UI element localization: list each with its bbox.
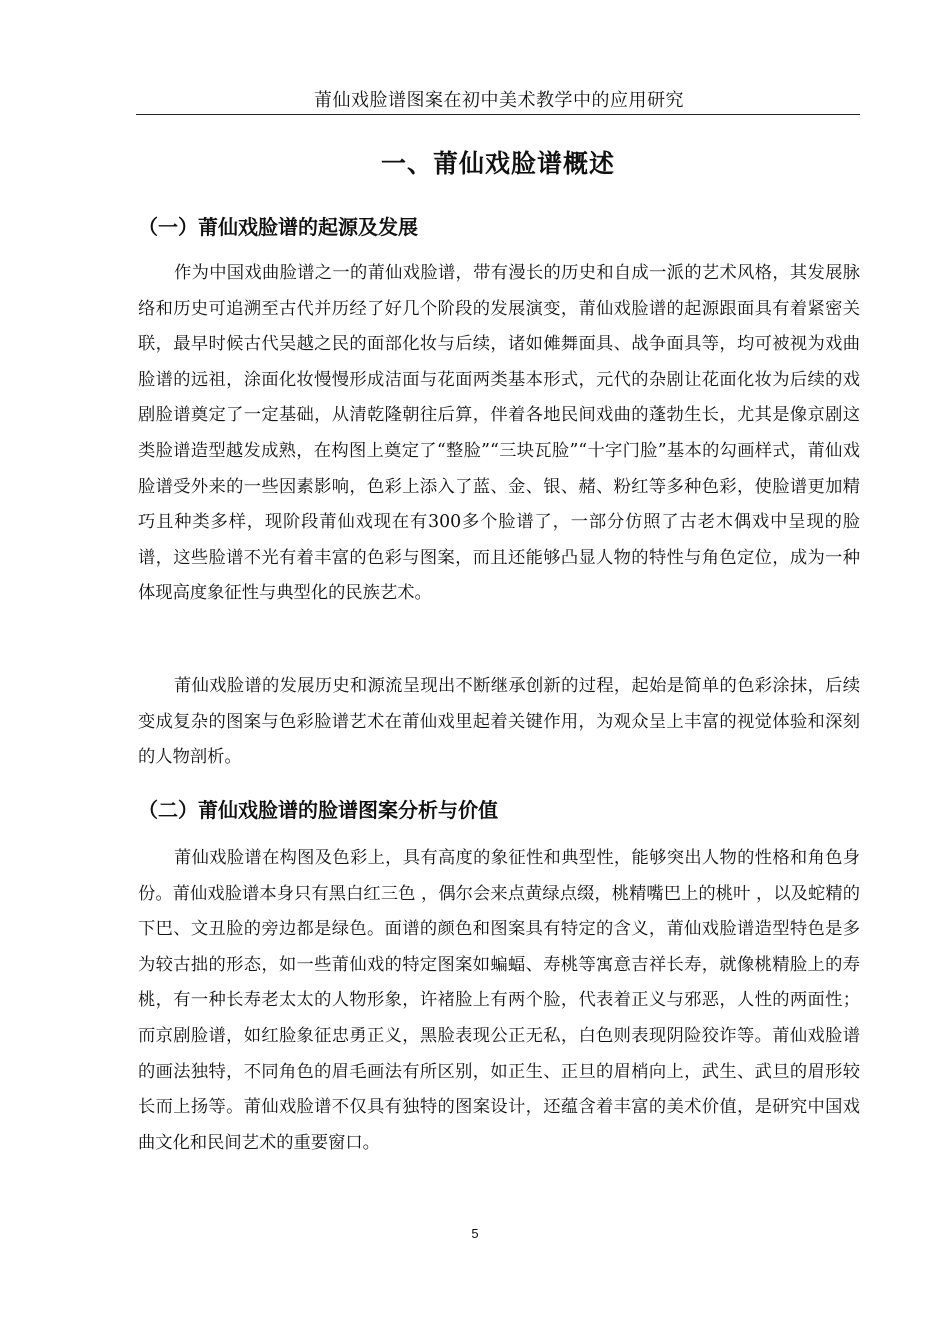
chapter-title: 一、莆仙戏脸谱概述 bbox=[380, 149, 615, 178]
paragraph-origin-history: 作为中国戏曲脸谱之一的莆仙戏脸谱，带有漫长的历史和自成一派的艺术风格，其发展脉络和历史可追溯至古代并历经了好几个阶段的发展演变，莆仙戏脸谱的起源跟面具有着紧密关联，最早时候古代吴越之民的面部化妆与后续，诸如傩舞面具、战争面具等，均可被视为戏曲脸谱的远祖，涂面化妆慢慢形成洁面与花面两类基本形式，元代的杂剧让花面化妆为后续的戏剧脸谱奠定了一定基础，从清乾隆朝往后算，伴着各地民间戏曲的蓬勃生长，尤其是像京剧这类脸谱造型越发成熟，在构图上奠定了“整脸”“三块瓦脸”“十字门脸”基本的勾画样式，莆仙戏脸谱受外来的一些因素影响，色彩上添入了蓝、金、银、赭、粉红等多种色彩，使脸谱更加精巧且种类多样，现阶段莆仙戏现在有300多个脸谱了，一部分仿照了古老木偶戏中呈现的脸谱，这些脸谱不光有着丰富的色彩与图案，而且还能够凸显人物的特性与角色定位，成为一种体现高度象征性与典型化的民族艺术。 bbox=[138, 263, 860, 604]
paragraph-pattern-analysis: 莆仙戏脸谱在构图及色彩上，具有高度的象征性和典型性，能够突出人物的性格和角色身份。莆仙戏脸谱本身只有黑白红三色 ，偶尔会来点黄绿点缀，桃精嘴巴上的桃叶 ，以及蛇精的下巴、文丑脸的旁边都是绿色。面谱的颜色和图案具有特定的含义，莆仙戏脸谱造型特色是多为较古拙的形态，如一些莆仙戏的特定图案如蝙蝠、寿桃等寓意吉祥长寿，就像桃精脸上的寿桃，有一种长寿老太太的人物形象，许褚脸上有两个脸，代表着正义与邪恶，人性的两面性；而京剧脸谱，如红脸象征忠勇正义，黑脸表现公正无私，白色则表现阴险狡诈等。莆仙戏脸谱的画法独特，不同角色的眉毛画法有所区别，如正生、正旦的眉梢向上，武生、武旦的眉形较长而上扬等。莆仙戏脸谱不仅具有独特的图案设计，还蕴含着丰富的美术价值，是研究中国戏曲文化和民间艺术的重要窗口。 bbox=[138, 848, 860, 1153]
section-title-origin: （一）莆仙戏脸谱的起源及发展 bbox=[138, 215, 418, 239]
page-number: 5 bbox=[471, 1226, 479, 1241]
running-header: 莆仙戏脸谱图案在初中美术教学中的应用研究 bbox=[314, 90, 684, 111]
paragraph-origin-summary: 莆仙戏脸谱的发展历史和源流呈现出不断继承创新的过程，起始是简单的色彩涂抹，后续变成复杂的图案与色彩脸谱艺术在莆仙戏里起着关键作用，为观众呈上丰富的视觉体验和深刻的人物剖析。 bbox=[138, 676, 860, 768]
section-title-analysis: （二）莆仙戏脸谱的脸谱图案分析与价值 bbox=[138, 798, 498, 822]
header-rule bbox=[136, 114, 860, 115]
